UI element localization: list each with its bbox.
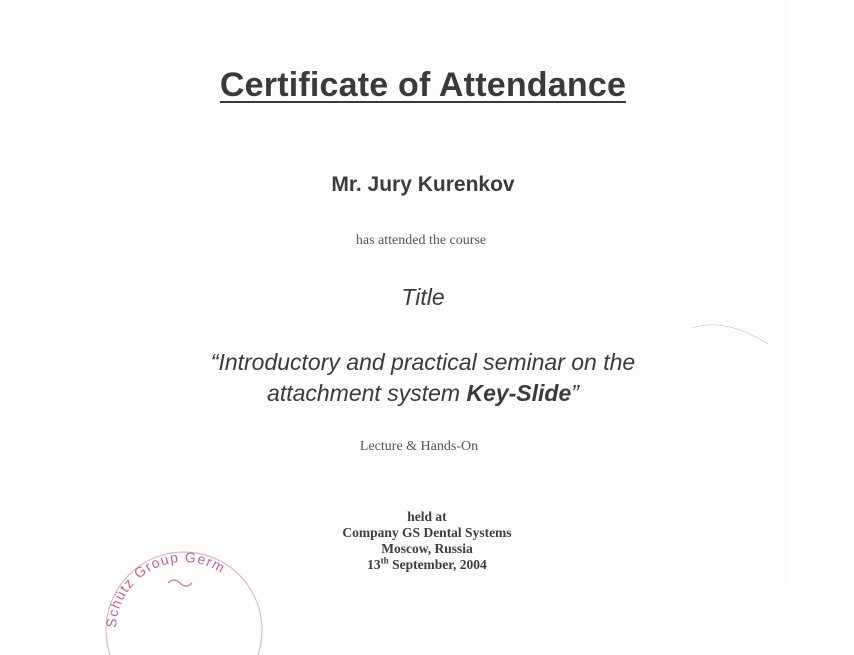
company-stamp: [96, 535, 266, 655]
paper-scratch-mark: [690, 318, 770, 358]
date-rest: September, 2004: [388, 557, 487, 572]
heading-text: Certificate of Attendance: [219, 66, 627, 104]
stamp-text: Schütz Group Germ: [102, 548, 229, 629]
title-label: Title: [401, 284, 445, 310]
location: Moscow, Russia: [381, 541, 473, 556]
stamp-emblem-icon: [168, 580, 192, 586]
course-line-2-prefix: attachment system: [267, 380, 467, 406]
held-at-label: held at: [407, 509, 447, 524]
course-line-2-suffix: ”: [571, 380, 579, 406]
recipient-name: Mr. Jury Kurenkov: [331, 173, 515, 196]
date-suffix: th: [380, 555, 389, 566]
course-line-1: “Introductory and practical seminar on the: [210, 349, 636, 375]
course-format: Lecture & Hands-On: [359, 439, 479, 454]
attended-text: has attended the course: [355, 233, 487, 248]
date-day: 13: [367, 557, 381, 572]
course-brand: Key-Slide: [466, 380, 572, 406]
certificate-heading: [0, 66, 846, 105]
course-line-2: [0, 378, 846, 409]
company-name: Company GS Dental Systems: [342, 525, 512, 540]
